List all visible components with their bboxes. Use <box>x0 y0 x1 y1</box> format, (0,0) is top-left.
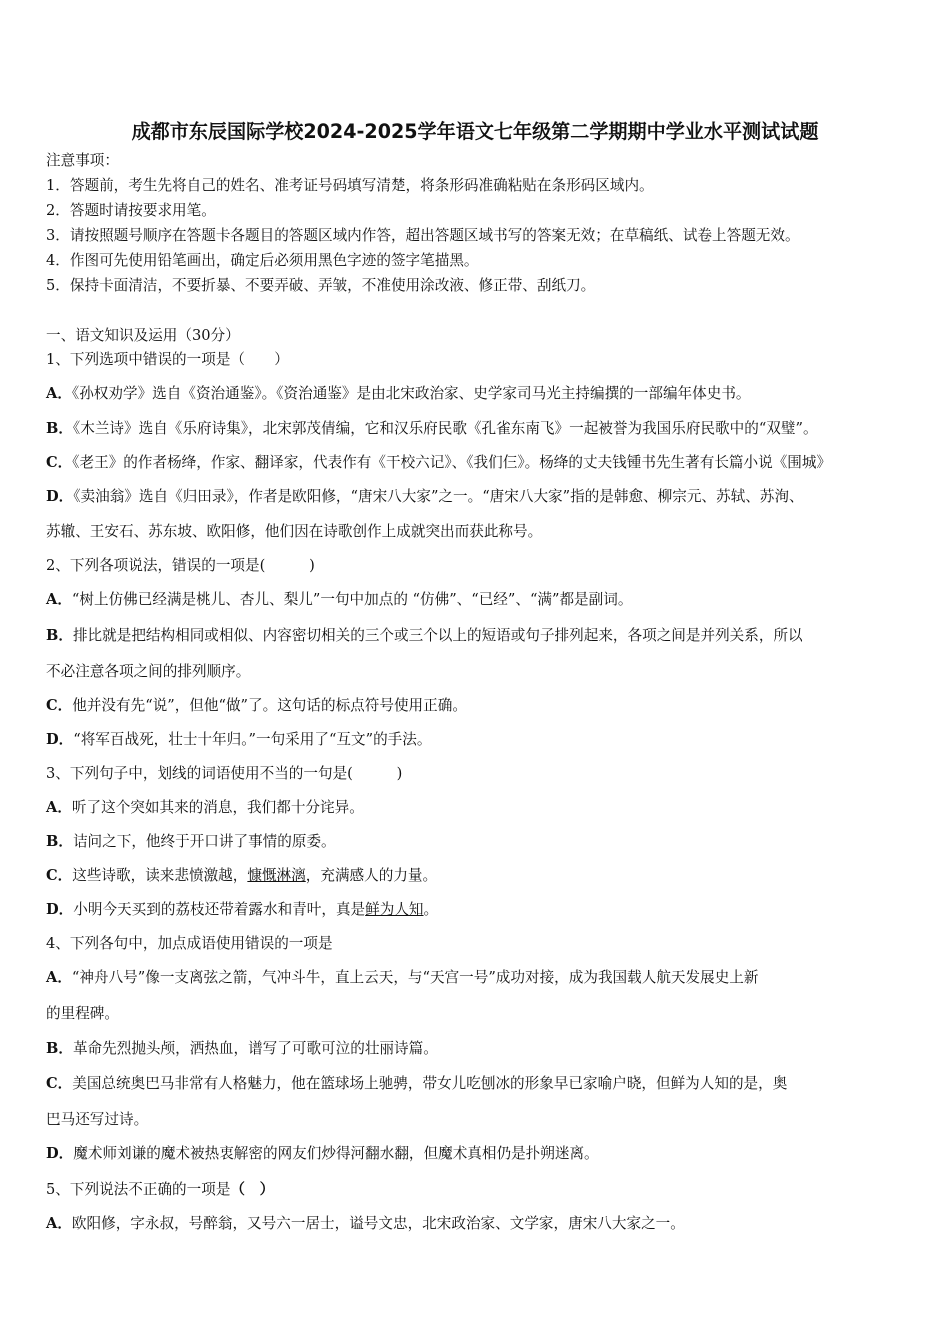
answer-paren: （ ） <box>230 1181 275 1198</box>
question-4-option-a-cont: 的里程碑。 <box>46 1005 119 1022</box>
question-5-option-a <box>46 1214 685 1234</box>
page-title: 成都市东辰国际学校2024-2025学年语文七年级第二学期期中学业水平测试试题 <box>131 120 819 143</box>
option-text: 欧阳修，字永叔，号醉翁，又号六一居士，谥号文忠，北宋政治家、文学家，唐宋八大家之一。 <box>71 1215 685 1232</box>
question-1-option-c <box>46 453 831 473</box>
notice-item: 4．作图可先使用铅笔画出，确定后必须用黑色字迹的签字笔描黑。 <box>46 252 479 269</box>
notice-item: 2．答题时请按要求用笔。 <box>46 202 216 219</box>
question-3-option-b <box>46 832 336 852</box>
option-text: 小明今天买到的荔枝还带着露水和青叶，真是 <box>73 901 366 918</box>
underlined-phrase: 鲜为人知 <box>365 901 424 918</box>
option-text: “树上仿佛已经满是桃儿、杏儿、梨儿”一句中加点的 “仿佛”、“已经”、“满”都是副词。 <box>71 591 633 608</box>
question-5-stem <box>46 1180 274 1200</box>
option-label: D． <box>46 731 74 748</box>
question-3-option-c <box>46 866 437 886</box>
option-text: 诘问之下，他终于开口讲了事情的原委。 <box>72 833 336 850</box>
notice-item: 3．请按照题号顺序在答题卡各题目的答题区域内作答，超出答题区域书写的答案无效；在草稿纸、试卷上答题无效。 <box>46 227 800 244</box>
option-label: C． <box>46 867 73 884</box>
option-text: 听了这个突如其来的消息，我们都十分诧异。 <box>71 799 364 816</box>
option-label: D． <box>46 901 74 918</box>
option-label: D． <box>46 488 74 505</box>
notice-item: 1．答题前，考生先将自己的姓名、准考证号码填写清楚，将条形码准确粘贴在条形码区域内。 <box>46 177 654 194</box>
option-text: 魔术师刘谦的魔术被热衷解密的网友们炒得河翻水翻，但魔术真相仍是扑朔迷离。 <box>73 1145 599 1162</box>
question-4-stem: 4、下列各句中，加点成语使用错误的一项是 <box>46 935 333 952</box>
question-2-option-c <box>46 696 467 716</box>
question-2-option-b-cont: 不必注意各项之间的排列顺序。 <box>46 663 251 680</box>
option-label: C． <box>46 697 73 714</box>
underlined-phrase: 慷慨淋漓 <box>247 867 306 884</box>
option-text: 这些诗歌，读来悲愤激越， <box>72 867 248 884</box>
option-text: 《木兰诗》选自《乐府诗集》，北宋郭茂倩编，它和汉乐府民歌《孔雀东南飞》一起被誉为我国乐府民歌中的“双璧”。 <box>72 420 818 437</box>
question-4-option-c-cont: 巴马还写过诗。 <box>46 1111 149 1128</box>
option-label: D． <box>46 1145 74 1162</box>
option-text: 《卖油翁》选自《归田录》，作者是欧阳修，“唐宋八大家”之一。“唐宋八大家”指的是韩愈、柳宗元、苏轼、苏洵、 <box>73 488 804 505</box>
option-label: A． <box>46 969 72 986</box>
option-label: A． <box>46 799 72 816</box>
option-text: “神舟八号”像一支离弦之箭，气冲斗牛，直上云天，与“天宫一号”成功对接，成为我国载人航天发展史上新 <box>71 969 759 986</box>
notice-heading: 注意事项： <box>46 152 119 169</box>
question-2-option-d <box>46 730 431 750</box>
option-label: B． <box>46 627 73 644</box>
question-stem-text: 5、下列说法不正确的一项是 <box>46 1181 231 1198</box>
option-text: ，充满感人的力量。 <box>305 867 438 884</box>
option-text: 《孙权劝学》选自《资治通鉴》。《资治通鉴》是由北宋政治家、史学家司马光主持编撰的一部编年体史书。 <box>71 385 751 402</box>
option-text: 他并没有先“说”，但他“做”了。这句话的标点符号使用正确。 <box>72 697 467 714</box>
section-heading: 一、语文知识及运用（30分） <box>46 327 240 344</box>
option-text: 《老王》的作者杨绛，作家、翻译家，代表作有《干校六记》、《我们仨》。杨绛的丈夫钱锺书先生著有长篇小说《围城》 <box>72 454 832 471</box>
option-label: B． <box>46 833 73 850</box>
question-2-stem: 2、下列各项说法，错误的一项是( ) <box>46 557 315 574</box>
question-1-option-d <box>46 487 804 507</box>
notice-item: 5．保持卡面清洁，不要折暴、不要弄破、弄皱，不准使用涂改液、修正带、刮纸刀。 <box>46 277 596 294</box>
option-label: C． <box>46 454 73 471</box>
option-label: A． <box>46 591 72 608</box>
option-text: 革命先烈抛头颅，洒热血，谱写了可歌可泣的壮丽诗篇。 <box>72 1040 438 1057</box>
option-label: B． <box>46 420 73 437</box>
option-text: “将军百战死，壮士十年归。”一句采用了“互文”的手法。 <box>73 731 432 748</box>
question-1-option-a <box>46 384 751 404</box>
option-label: A． <box>46 385 72 402</box>
question-3-option-a <box>46 798 364 818</box>
question-1-option-d-cont: 苏辙、王安石、苏东坡、欧阳修，他们因在诗歌创作上成就突出而获此称号。 <box>46 523 543 540</box>
question-1-option-b <box>46 419 818 439</box>
question-3-option-d <box>46 900 438 920</box>
question-2-option-b <box>46 626 803 646</box>
question-4-option-b <box>46 1039 438 1059</box>
question-2-option-a <box>46 590 632 610</box>
option-label: A． <box>46 1215 72 1232</box>
option-label: B． <box>46 1040 73 1057</box>
question-1-stem: 1、下列选项中错误的一项是（ ） <box>46 351 289 368</box>
option-text: 排比就是把结构相同或相似、内容密切相关的三个或三个以上的短语或句子排列起来，各项之间是并列关系，所以 <box>72 627 803 644</box>
option-text: 。 <box>423 901 439 918</box>
question-4-option-d <box>46 1144 599 1164</box>
option-text: 美国总统奥巴马非常有人格魅力，他在篮球场上驰骋，带女儿吃刨冰的形象早已家喻户晓，但鲜为人知的是，奥 <box>72 1075 788 1092</box>
option-label: C． <box>46 1075 73 1092</box>
question-4-option-c <box>46 1074 787 1094</box>
question-3-stem: 3、下列句子中，划线的词语使用不当的一句是( ) <box>46 765 403 782</box>
question-4-option-a <box>46 968 759 988</box>
